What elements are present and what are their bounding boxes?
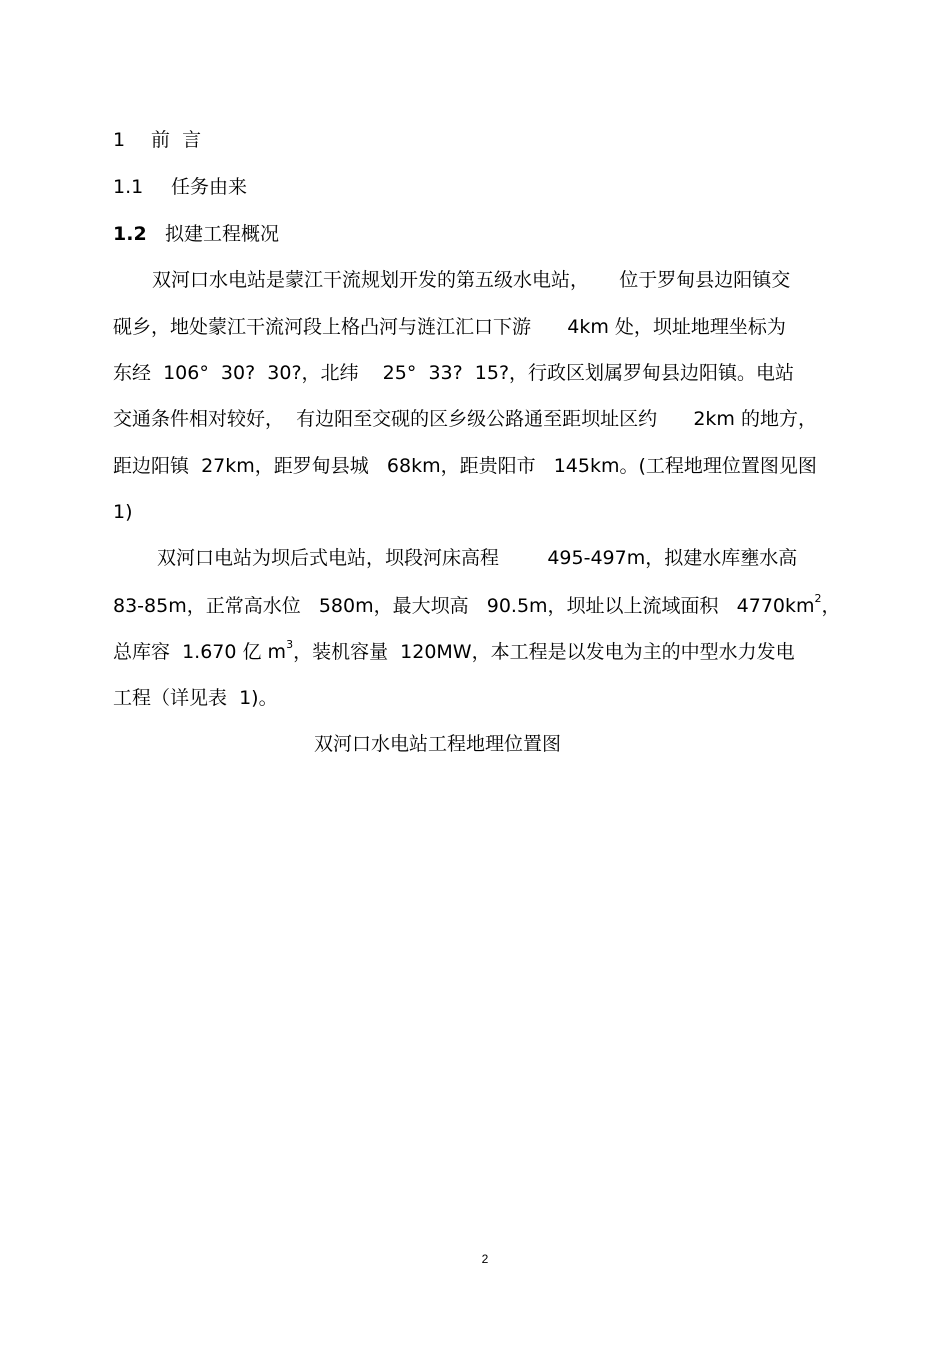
- heading-1-1: [113, 175, 247, 199]
- heading-1-number: 1: [113, 129, 126, 151]
- heading-1-1-title: 任务由来: [171, 176, 248, 198]
- superscript: 3: [286, 637, 294, 651]
- heading-1-2-title: 拟建工程概况: [165, 223, 280, 245]
- paragraph-text: ，: [821, 595, 841, 617]
- heading-1-2: [113, 222, 279, 246]
- heading-1-1-number: 1.1: [113, 176, 144, 198]
- paragraph-text: 总库容 1.670 亿 m: [113, 641, 287, 663]
- paragraph-line: 双河口电站为坝后式电站，坝段河床高程 495-497m，拟建水库壅水高: [157, 547, 798, 569]
- paragraph-line: 东经 106° 30? 30?，北纬 25° 33? 15?，行政区划属罗甸县边阳镇。电站: [113, 362, 795, 384]
- paragraph-line: 1): [113, 501, 133, 523]
- superscript: 2: [814, 591, 822, 605]
- heading-1-title: 前 言: [151, 129, 202, 151]
- figure-caption: 双河口水电站工程地理位置图: [314, 733, 562, 755]
- paragraph-line: 交通条件相对较好， 有边阳至交砚的区乡级公路通至距坝址区约 2km 的地方，: [113, 408, 817, 430]
- paragraph-line: [113, 637, 795, 664]
- paragraph-line: 砚乡，地处蒙江干流河段上格凸河与涟江汇口下游 4km 处，坝址地理坐标为: [113, 316, 786, 338]
- paragraph-line: 双河口水电站是蒙江干流规划开发的第五级水电站， 位于罗甸县边阳镇交: [152, 269, 791, 291]
- paragraph-text: ，装机容量 120MW，本工程是以发电为主的中型水力发电: [293, 641, 795, 663]
- heading-1: [113, 128, 201, 152]
- heading-1-2-number: 1.2: [113, 223, 147, 245]
- paragraph-line: 工程（详见表 1)。: [113, 687, 278, 709]
- paragraph-line: 距边阳镇 27km，距罗甸县城 68km，距贵阳市 145km。(工程地理位置图见图: [113, 455, 817, 477]
- paragraph-line: [113, 591, 841, 618]
- paragraph-text: 83-85m，正常高水位 580m，最大坝高 90.5m，坝址以上流域面积 4770km: [113, 595, 815, 617]
- page-number: 2: [481, 1252, 489, 1266]
